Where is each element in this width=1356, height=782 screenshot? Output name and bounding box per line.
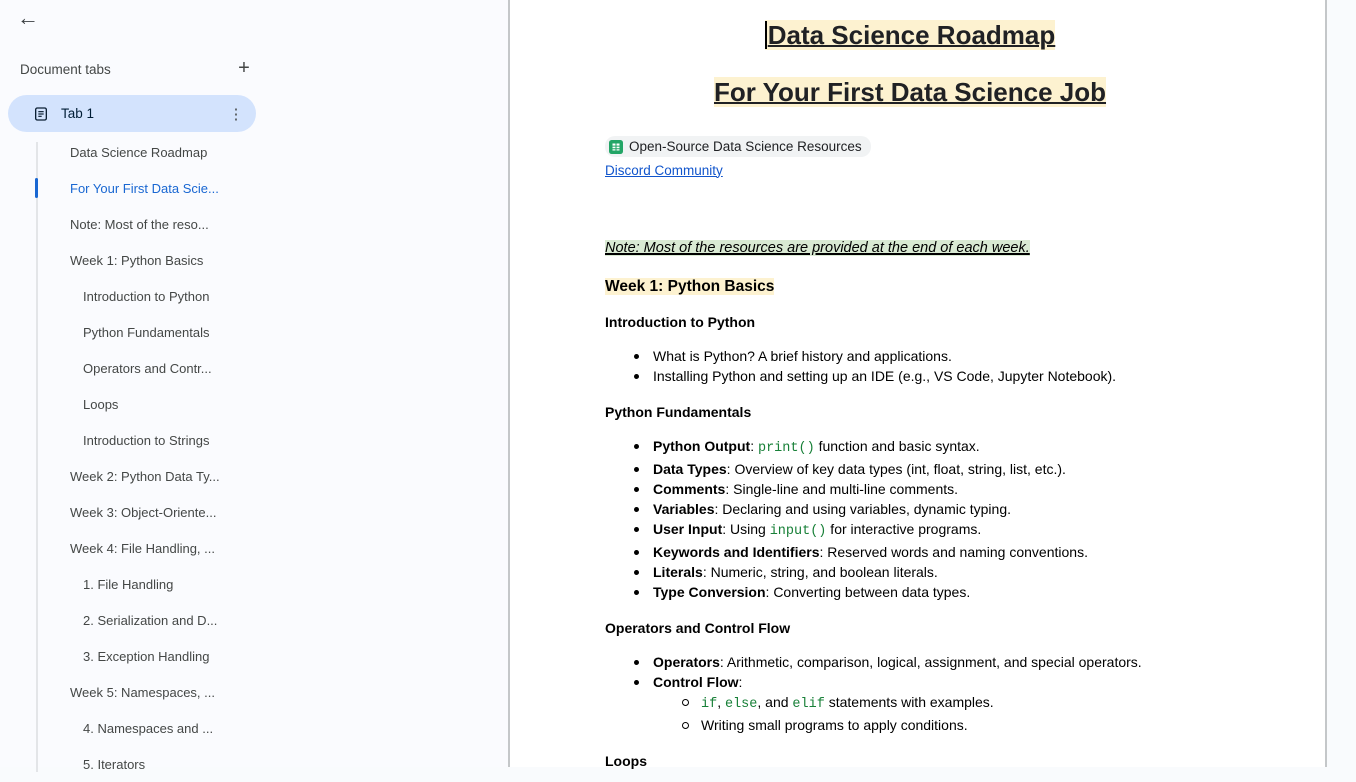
document-outline xyxy=(0,134,280,782)
inline-code: elif xyxy=(792,696,825,712)
bullet-item[interactable]: User Input: Using input() for interactive programs. xyxy=(605,519,1215,542)
bullet-list xyxy=(605,436,1215,602)
document-tabs-header xyxy=(20,59,256,79)
bullet-item[interactable]: Control Flow: xyxy=(605,672,1215,692)
tab-label: Tab 1 xyxy=(61,106,95,121)
outline-item[interactable]: Note: Most of the reso... xyxy=(70,216,209,232)
bullet-item[interactable]: Comments: Single-line and multi-line comments. xyxy=(605,479,1215,499)
add-tab-icon[interactable]: + xyxy=(238,57,250,79)
inline-code: if xyxy=(701,696,718,712)
document-tabs-title: Document tabs xyxy=(20,61,111,77)
note-paragraph[interactable]: Note: Most of the resources are provided at the end of each week. xyxy=(605,239,1030,256)
section-heading[interactable]: Operators and Control Flow xyxy=(605,619,791,636)
sheets-smart-chip[interactable] xyxy=(605,136,871,157)
outline-item[interactable]: Week 4: File Handling, ... xyxy=(70,540,215,556)
section-heading[interactable]: Loops xyxy=(605,752,647,769)
bullet-item[interactable]: if, else, and elif statements with examples. xyxy=(605,692,1215,715)
inline-code: input() xyxy=(769,523,827,539)
document-tabs-sidebar xyxy=(0,0,508,772)
chip-label: Open-Source Data Science Resources xyxy=(629,139,862,154)
bullet-item[interactable]: What is Python? A brief history and applications. xyxy=(605,346,1215,366)
outline-item[interactable]: 2. Serialization and D... xyxy=(83,612,218,628)
section-heading[interactable]: Introduction to Python xyxy=(605,313,756,330)
outline-item[interactable]: Week 5: Namespaces, ... xyxy=(70,684,215,700)
bullet-item[interactable]: Literals: Numeric, string, and boolean literals. xyxy=(605,562,1215,582)
sheets-icon xyxy=(609,140,623,154)
bullet-item[interactable]: Installing Python and setting up an IDE (e.g., VS Code, Jupyter Notebook). xyxy=(605,366,1215,386)
outline-item[interactable]: Loops xyxy=(83,396,119,412)
document-title[interactable]: Data Science Roadmap xyxy=(605,19,1215,52)
bullet-item[interactable]: Variables: Declaring and using variables, dynamic typing. xyxy=(605,499,1215,519)
back-arrow-icon[interactable]: ← xyxy=(17,5,39,30)
outline-item[interactable]: Python Fundamentals xyxy=(83,324,210,340)
outline-item[interactable]: For Your First Data Scie... xyxy=(0,170,280,206)
document-page[interactable] xyxy=(508,0,1327,767)
bullet-item[interactable]: Python Output: print() function and basic syntax. xyxy=(605,436,1215,459)
bullet-list xyxy=(605,652,1215,735)
text-cursor xyxy=(765,21,767,49)
bullet-item[interactable]: Keywords and Identifiers: Reserved words and naming conventions. xyxy=(605,542,1215,562)
document-icon xyxy=(33,106,49,122)
week-heading[interactable]: Week 1: Python Basics xyxy=(605,277,775,295)
inline-code: else xyxy=(724,696,758,712)
document-subtitle[interactable]: For Your First Data Science Job xyxy=(713,77,1107,107)
outline-item[interactable]: Data Science Roadmap xyxy=(70,144,208,160)
tab-more-options-icon[interactable]: ⋮ xyxy=(228,105,244,123)
outline-item[interactable]: 5. Iterators xyxy=(83,756,146,772)
outline-item[interactable]: Week 3: Object-Oriente... xyxy=(70,504,217,520)
outline-item[interactable]: Introduction to Strings xyxy=(83,432,210,448)
bullet-item[interactable]: Data Types: Overview of key data types (int, float, string, list, etc.). xyxy=(605,459,1215,479)
outline-item[interactable]: Operators and Contr... xyxy=(83,360,212,376)
bullet-item[interactable]: Writing small programs to apply conditions. xyxy=(605,715,1215,735)
inline-code: print() xyxy=(757,440,815,456)
bullet-item[interactable]: Operators: Arithmetic, comparison, logical, assignment, and special operators. xyxy=(605,652,1215,672)
tab-item-tab1[interactable] xyxy=(8,95,256,132)
discord-community-link[interactable]: Discord Community xyxy=(605,162,723,178)
bullet-item[interactable]: Type Conversion: Converting between data types. xyxy=(605,582,1215,602)
bullet-list xyxy=(605,346,1215,386)
outline-item[interactable]: Week 1: Python Basics xyxy=(70,252,204,268)
outline-item[interactable]: 3. Exception Handling xyxy=(83,648,210,664)
active-outline-indicator xyxy=(35,178,38,198)
outline-item[interactable]: Week 2: Python Data Ty... xyxy=(70,468,220,484)
document-content xyxy=(510,0,1325,769)
outline-item[interactable]: 1. File Handling xyxy=(83,576,174,592)
outline-item[interactable]: Introduction to Python xyxy=(83,288,210,304)
outline-item[interactable]: 4. Namespaces and ... xyxy=(83,720,214,736)
section-heading[interactable]: Python Fundamentals xyxy=(605,403,752,420)
